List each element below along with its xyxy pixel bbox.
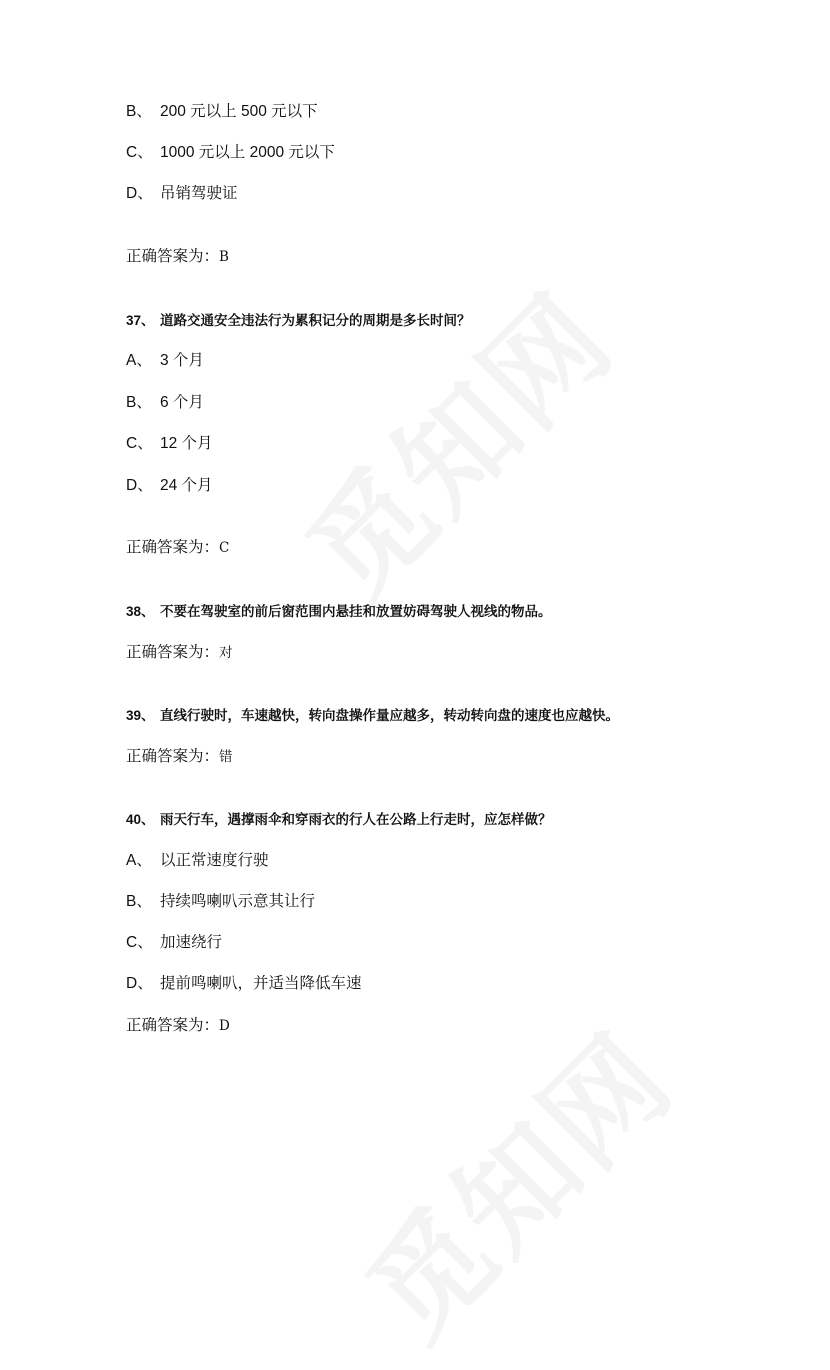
question-40	[126, 810, 552, 830]
option-c	[126, 933, 222, 953]
option-letter: C、	[126, 934, 153, 951]
option-letter: C、	[126, 435, 153, 452]
question-38	[126, 602, 552, 622]
answer-line	[126, 747, 233, 767]
answer-label: 正确答案为：	[126, 248, 220, 265]
option-letter: D、	[126, 975, 153, 992]
option-c	[126, 434, 213, 454]
question-number: 40、	[126, 812, 155, 827]
option-text: 加速绕行	[160, 934, 223, 951]
question-text: 直线行驶时，车速越快，转向盘操作量应越多，转动转向盘的速度也应越快。	[160, 708, 619, 723]
option-text: 以正常速度行驶	[160, 852, 269, 869]
answer-label: 正确答案为：	[126, 644, 220, 661]
answer-label: 正确答案为：	[126, 748, 220, 765]
option-letter: A、	[126, 852, 152, 869]
watermark	[263, 250, 642, 629]
answer-line	[126, 247, 229, 267]
answer-value: B	[219, 249, 229, 265]
option-text: 1000 元以上 2000 元以下	[160, 144, 335, 161]
option-text: 24 个月	[160, 477, 213, 494]
option-b	[126, 102, 318, 122]
option-text: 吊销驾驶证	[160, 185, 238, 202]
question-37	[126, 311, 471, 331]
answer-label: 正确答案为：	[126, 539, 220, 556]
option-letter: B、	[126, 103, 152, 120]
option-letter: B、	[126, 893, 152, 910]
answer-line	[126, 538, 229, 558]
option-text: 提前鸣喇叭，并适当降低车速	[160, 975, 362, 992]
question-text: 道路交通安全违法行为累积记分的周期是多长时间？	[160, 313, 471, 328]
option-letter: A、	[126, 352, 152, 369]
option-a	[126, 351, 204, 371]
answer-value: C	[219, 540, 230, 556]
option-b	[126, 393, 204, 413]
option-letter: D、	[126, 477, 153, 494]
watermark	[323, 990, 702, 1369]
option-text: 持续鸣喇叭示意其让行	[160, 893, 316, 910]
question-39	[126, 706, 619, 726]
answer-line	[126, 643, 233, 663]
option-a	[126, 851, 269, 871]
answer-value: 对	[219, 645, 233, 661]
option-d	[126, 974, 362, 994]
option-text: 3 个月	[160, 352, 204, 369]
question-text: 不要在驾驶室的前后窗范围内悬挂和放置妨碍驾驶人视线的物品。	[160, 604, 552, 619]
option-text: 200 元以上 500 元以下	[160, 103, 318, 120]
option-letter: D、	[126, 185, 153, 202]
option-b	[126, 892, 315, 912]
question-number: 37、	[126, 313, 155, 328]
answer-value: D	[219, 1018, 230, 1034]
option-letter: B、	[126, 394, 152, 411]
question-number: 39、	[126, 708, 155, 723]
option-c	[126, 143, 335, 163]
option-text: 12 个月	[160, 435, 213, 452]
option-letter: C、	[126, 144, 153, 161]
question-text: 雨天行车，遇撑雨伞和穿雨衣的行人在公路上行走时，应怎样做？	[160, 812, 552, 827]
option-text: 6 个月	[160, 394, 204, 411]
answer-value: 错	[219, 749, 233, 765]
question-number: 38、	[126, 604, 155, 619]
answer-line	[126, 1016, 230, 1036]
option-d	[126, 184, 238, 204]
answer-label: 正确答案为：	[126, 1017, 220, 1034]
option-d	[126, 476, 213, 496]
